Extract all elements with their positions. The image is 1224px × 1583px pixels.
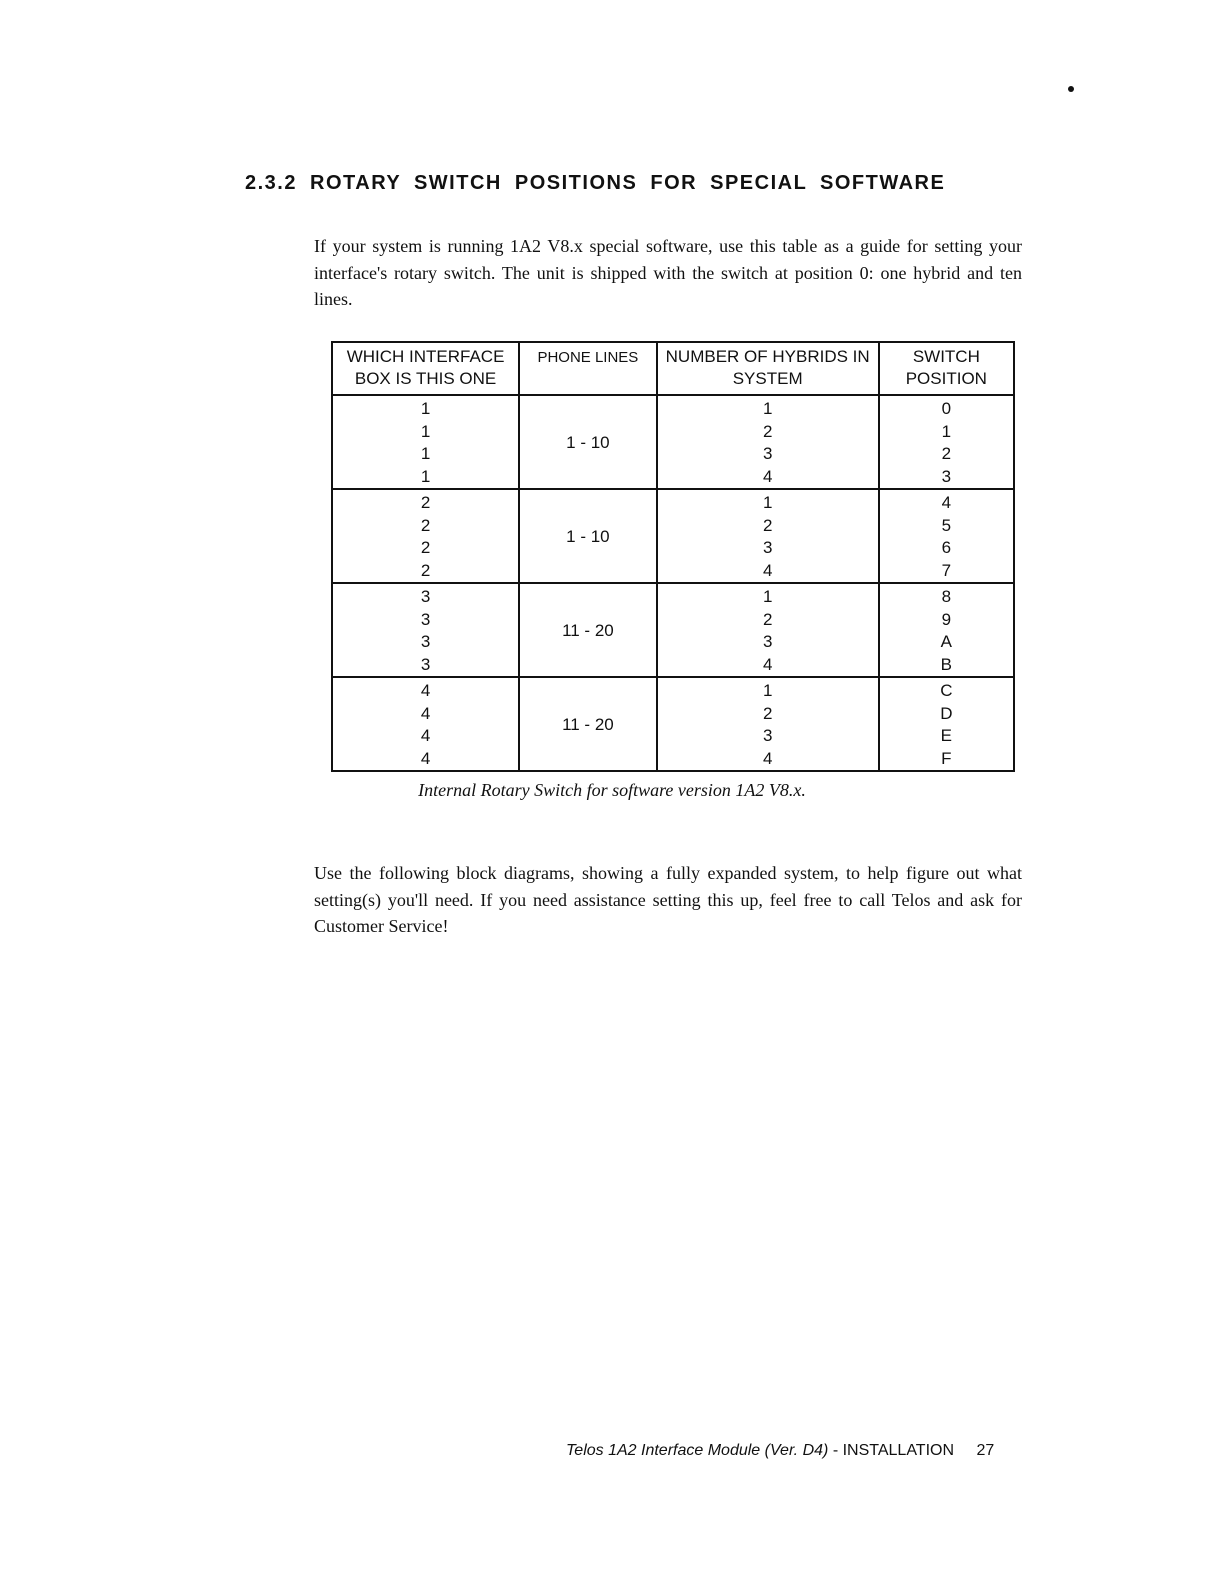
interface-box-value: 1 — [420, 466, 431, 486]
switch-position-value: 9 — [941, 609, 952, 629]
table-row — [332, 395, 1014, 489]
switch-position-value: F — [941, 748, 952, 768]
closing-paragraph: Use the following block diagrams, showing a fully expanded system, to help figure out what setting(s) you'll need. If you need assistance setting this up, feel free to call Telos and ask for Customer Service! — [314, 863, 1022, 936]
interface-box-value: 2 — [420, 493, 431, 512]
interface-box-value: 2 — [420, 560, 431, 580]
interface-box-value: 3 — [420, 609, 431, 629]
header-hybrids: NUMBER OF HYBRIDS IN SYSTEM — [657, 342, 879, 395]
table-header-row — [332, 342, 1014, 395]
phone-lines-cell: 11 - 20 — [519, 583, 657, 677]
header-interface-box: WHICH INTERFACE BOX IS THIS ONE — [332, 342, 519, 395]
interface-box-cell — [332, 677, 519, 771]
switch-position-value: 3 — [941, 466, 952, 486]
switch-position-cell — [879, 677, 1014, 771]
header-phone-lines — [519, 342, 657, 395]
section-heading: 2.3.2 ROTARY SWITCH POSITIONS FOR SPECIAL SOFTWARE — [245, 172, 946, 194]
hybrids-value: 2 — [762, 421, 773, 441]
intro-paragraph: If your system is running 1A2 V8.x special software, use this table as a guide for setting your interface's rotary switch. The unit is shipped with the switch at position 0: one hybrid and ten lines. — [314, 236, 1022, 309]
interface-box-cell — [332, 489, 519, 583]
switch-position-value: 4 — [941, 493, 952, 512]
switch-position-value: A — [940, 632, 953, 651]
interface-box-value: 2 — [420, 515, 431, 535]
switch-position-cell — [879, 489, 1014, 583]
phone-lines-cell: 11 - 20 — [519, 677, 657, 771]
interface-box-value: 4 — [420, 681, 431, 700]
phone-lines-cell: 1 - 10 — [519, 489, 657, 583]
hybrids-value: 1 — [762, 399, 773, 418]
table-row — [332, 489, 1014, 583]
hybrids-value: 4 — [762, 466, 773, 486]
interface-box-cell — [332, 583, 519, 677]
switch-position-value: 5 — [941, 515, 952, 535]
interface-box-value: 3 — [420, 654, 431, 674]
hybrids-value: 3 — [762, 538, 773, 557]
hybrids-value: 4 — [762, 748, 773, 768]
interface-box-value: 4 — [420, 748, 431, 768]
hybrids-cell — [657, 677, 879, 771]
hybrids-value: 1 — [762, 587, 773, 606]
footer-section: - INSTALLATION — [832, 1442, 955, 1459]
rotary-switch-table — [331, 341, 1015, 772]
table-caption: Internal Rotary Switch for software version 1A2 V8.x. — [418, 780, 806, 800]
hybrids-value: 1 — [762, 681, 773, 700]
hybrids-cell — [657, 489, 879, 583]
switch-position-value: 2 — [941, 444, 952, 463]
footer-title: Telos 1A2 Interface Module (Ver. D4) — [566, 1442, 829, 1459]
hybrids-value: 2 — [762, 609, 773, 629]
switch-position-value: E — [940, 726, 953, 745]
hybrids-cell — [657, 395, 879, 489]
header-phone-lines-label: PHONE LINES — [537, 349, 639, 366]
switch-position-value: C — [940, 681, 953, 700]
interface-box-value: 4 — [420, 703, 431, 723]
interface-box-value: 3 — [420, 587, 431, 606]
switch-position-value: 8 — [941, 587, 952, 606]
switch-position-value: 7 — [941, 560, 952, 580]
switch-position-value: B — [940, 654, 953, 674]
hybrids-value: 2 — [762, 515, 773, 535]
margin-dot — [1068, 86, 1074, 92]
hybrids-value: 3 — [762, 444, 773, 463]
hybrids-value: 4 — [762, 560, 773, 580]
hybrids-value: 2 — [762, 703, 773, 723]
switch-position-value: 6 — [941, 538, 952, 557]
hybrids-value: 3 — [762, 726, 773, 745]
interface-box-value: 3 — [420, 632, 431, 651]
switch-position-value: 1 — [941, 421, 952, 441]
switch-position-value: D — [940, 703, 953, 723]
hybrids-value: 4 — [762, 654, 773, 674]
table-row — [332, 583, 1014, 677]
page-footer — [566, 1442, 994, 1460]
interface-box-value: 2 — [420, 538, 431, 557]
hybrids-cell — [657, 583, 879, 677]
table-row — [332, 677, 1014, 771]
table-body — [332, 395, 1014, 771]
phone-lines-cell: 1 - 10 — [519, 395, 657, 489]
interface-box-value: 1 — [420, 444, 431, 463]
interface-box-value: 4 — [420, 726, 431, 745]
interface-box-value: 1 — [420, 399, 431, 418]
page-number: 27 — [976, 1442, 995, 1459]
switch-position-cell — [879, 583, 1014, 677]
interface-box-cell — [332, 395, 519, 489]
interface-box-value: 1 — [420, 421, 431, 441]
switch-position-value: 0 — [941, 399, 952, 418]
hybrids-value: 3 — [762, 632, 773, 651]
hybrids-value: 1 — [762, 493, 773, 512]
header-switch-position: SWITCH POSITION — [879, 342, 1014, 395]
switch-position-cell — [879, 395, 1014, 489]
